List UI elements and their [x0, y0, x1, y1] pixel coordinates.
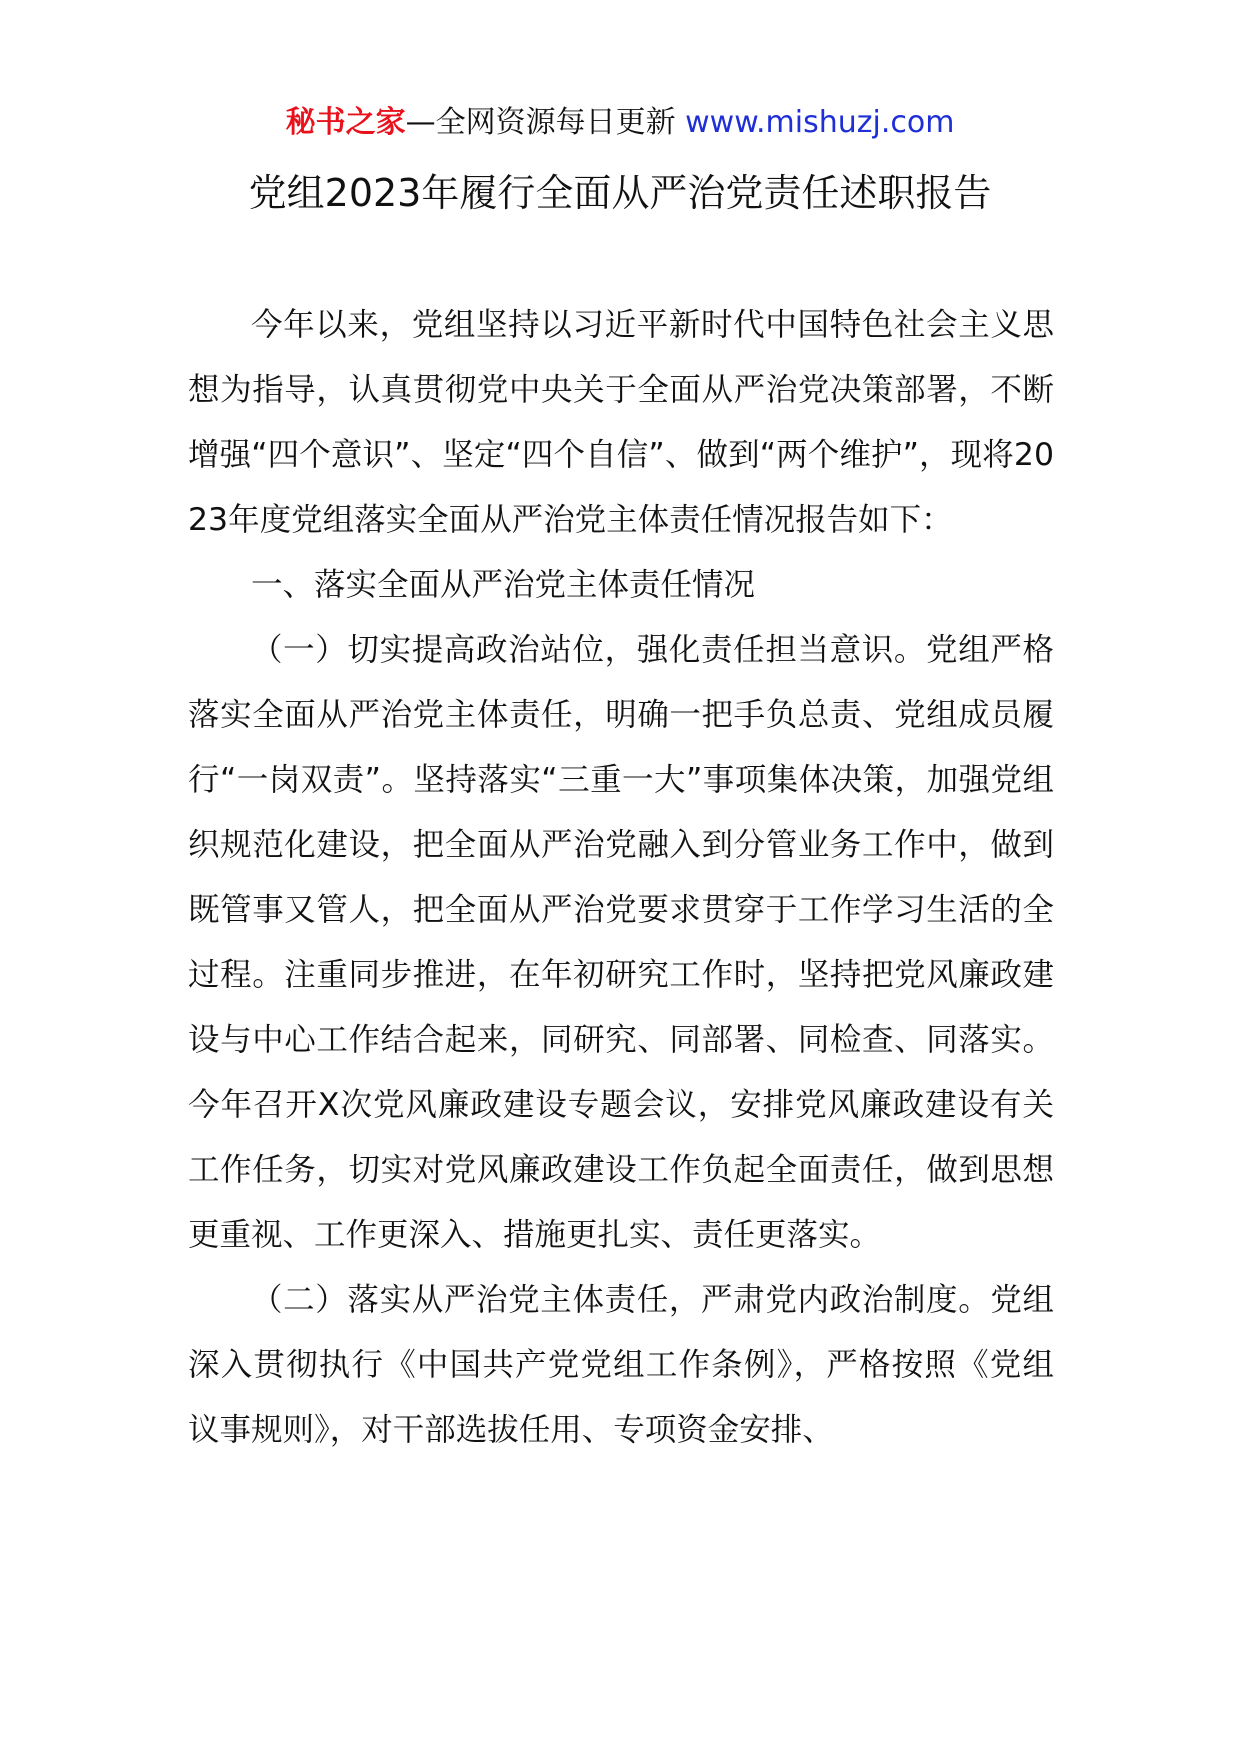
section-heading-1: 一、落实全面从严治党主体责任情况	[251, 567, 756, 603]
paragraph-intro: 今年以来，党组坚持以习近平新时代中国特色社会主义思想为指导，认真贯彻党中央关于全面从严治党决策部署，不断增强“四个意识”、坚定“四个自信”、做到“两个维护”，现将2023年度党组落实全面从严治党主体责任情况报告如下：	[188, 307, 1054, 538]
document-title: 党组2023年履行全面从严治党责任述职报告	[248, 171, 992, 215]
document-body	[188, 293, 1054, 1463]
site-brand: 秘书之家	[285, 105, 406, 140]
paragraph-subsection-1: （一）切实提高政治站位，强化责任担当意识。党组严格落实全面从严治党主体责任，明确一把手负总责、党组成员履行“一岗双责”。坚持落实“三重一大”事项集体决策，加强党组织规范化建设，把全面从严治党融入到分管业务工作中，做到既管事又管人，把全面从严治党要求贯穿于工作学习生活的全过程。注重同步推进，在年初研究工作时，坚持把党风廉政建设与中心工作结合起来，同研究、同部署、同检查、同落实。今年召开X次党风廉政建设专题会议，安排党风廉政建设有关工作任务，切实对党风廉政建设工作负起全面责任，做到思想更重视、工作更深入、措施更扎实、责任更落实。	[188, 632, 1054, 1253]
site-slogan: —全网资源每日更新	[405, 105, 686, 140]
site-url-link[interactable]: www.mishuzj.com	[685, 105, 955, 140]
site-header	[0, 100, 1240, 146]
paragraph-subsection-2: （二）落实从严治党主体责任，严肃党内政治制度。党组深入贯彻执行《中国共产党党组工作条例》，严格按照《党组议事规则》，对干部选拔任用、专项资金安排、	[188, 1282, 1054, 1448]
